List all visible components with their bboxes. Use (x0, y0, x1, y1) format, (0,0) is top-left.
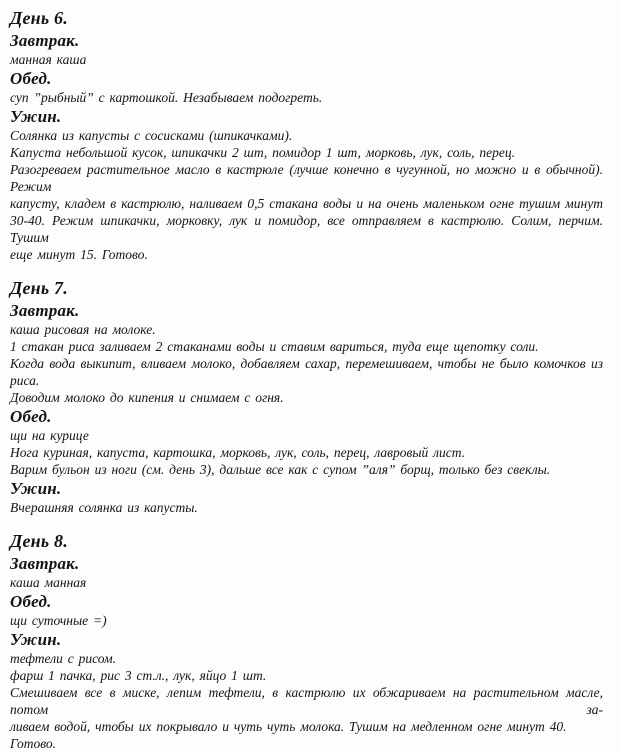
meal-heading-lunch: Обед. (10, 69, 52, 88)
day-title: День 8. (10, 531, 68, 551)
recipe-line: суп ”рыбный” с картошкой. Незабываем подогреть. (10, 90, 323, 105)
meal-heading-dinner: Ужин. (10, 479, 62, 498)
recipe-line: Доводим молоко до кипения и снимаем с огня. (10, 390, 284, 405)
recipe-line: Когда вода выкипит, вливаем молоко, добавляем сахар, перемешиваем, чтобы не было комочков из риса. (10, 356, 603, 388)
recipe-line: Варим бульон из ноги (см. день 3), дальше все как с супом ”аля” борщ, только без свеклы. (10, 462, 551, 477)
recipe-line: манная каша (10, 52, 87, 67)
recipe-line: еще минут 15. Готово. (10, 247, 148, 262)
recipe-line: Вчерашняя солянка из капусты. (10, 500, 198, 515)
recipe-line: Солянка из капусты с сосисками (шпикачками). (10, 128, 293, 143)
recipe-line: Смешиваем все в миске, лепим тефтели, в кастрюлю их обжариваем на растительном масле, потом за- (10, 685, 603, 717)
recipe-line: Нога куриная, капуста, картошка, морковь, лук, соль, перец, лавровый лист. (10, 445, 466, 460)
recipe-line: 30-40. Режим шпикачки, морковку, лук и помидор, все отправляем в кастрюлю. Солим, перчим. Тушим (10, 213, 603, 245)
recipe-line: щи суточные =) (10, 613, 107, 628)
recipe-line: каша рисовая на молоке. (10, 322, 156, 337)
meal-heading-breakfast: Завтрак. (10, 301, 80, 320)
day-block-8 (10, 530, 603, 752)
meal-heading-breakfast: Завтрак. (10, 554, 80, 573)
meal-heading-breakfast: Завтрак. (10, 31, 80, 50)
recipe-line: тефтели с рисом. (10, 651, 116, 666)
recipe-line: 1 стакан риса заливаем 2 стаканами воды и ставим вариться, туда еще щепотку соли. (10, 339, 539, 354)
day-block-7 (10, 277, 603, 516)
recipe-line: ливаем водой, чтобы их покрывало и чуть чуть молока. Тушим на медленном огне минут 40. Готово. (10, 719, 567, 751)
recipe-line: фарш 1 пачка, рис 3 ст.л., лук, яйцо 1 шт. (10, 668, 267, 683)
recipe-line: капусту, кладем в кастрюлю, наливаем 0,5 стакана воды и на очень маленьком огне тушим минут (10, 196, 603, 211)
day-title: День 6. (10, 8, 68, 28)
meal-heading-lunch: Обед. (10, 592, 52, 611)
meal-heading-lunch: Обед. (10, 407, 52, 426)
day-title: День 7. (10, 278, 68, 298)
day-block-6 (10, 7, 603, 263)
recipe-line: Разогреваем растительное масло в кастрюле (лучше конечно в чугунной, но можно и в обычной). Режим (10, 162, 603, 194)
recipe-line: Капуста небольшой кусок, шпикачки 2 шт, помидор 1 шт, морковь, лук, соль, перец. (10, 145, 516, 160)
recipe-line: щи на курице (10, 428, 89, 443)
meal-heading-dinner: Ужин. (10, 630, 62, 649)
meal-heading-dinner: Ужин. (10, 107, 62, 126)
recipe-line: каша манная (10, 575, 87, 590)
